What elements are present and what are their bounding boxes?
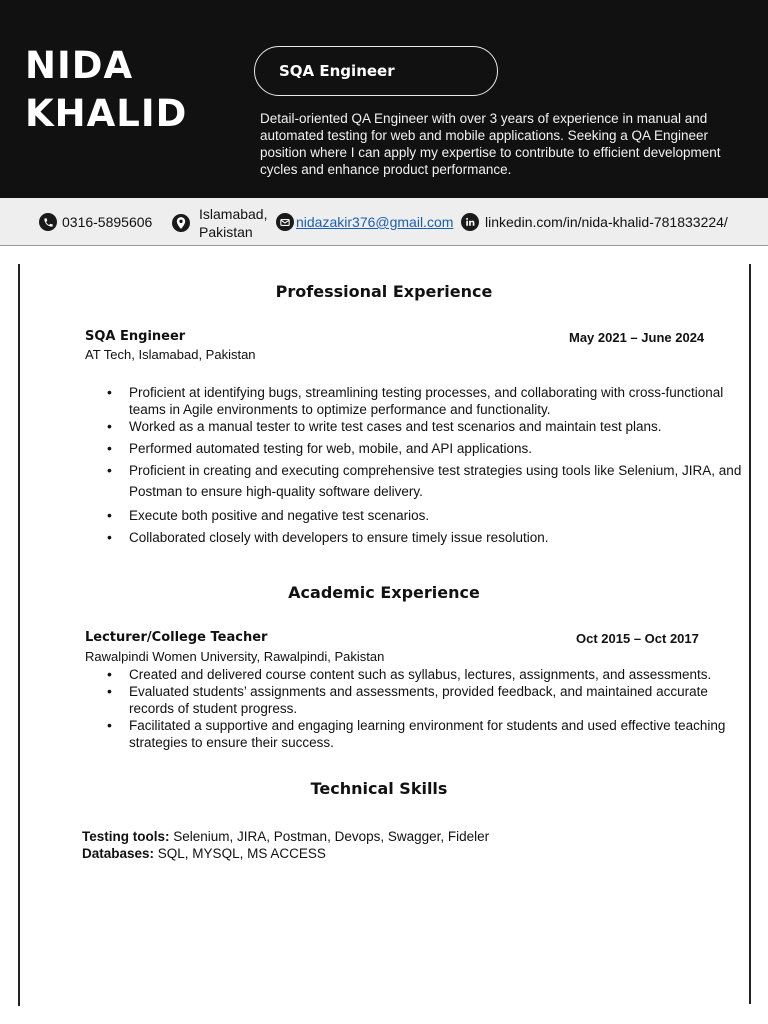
contact-location bbox=[172, 205, 267, 241]
job-title-lecturer: Lecturer/College Teacher bbox=[85, 630, 268, 645]
location-city: Islamabad, bbox=[199, 206, 268, 222]
first-name: NIDA bbox=[25, 44, 134, 87]
list-item: • Proficient in creating and executing comprehensive test strategies using tools like Selenium, JIRA, and Postman to ensure high-quality software delivery. bbox=[107, 460, 745, 502]
testing-tools-value: Selenium, JIRA, Postman, Devops, Swagger, Fideler bbox=[169, 829, 490, 844]
list-item: • Created and delivered course content such as syllabus, lectures, assignments, and assessments. bbox=[107, 666, 745, 683]
job-org-sqa: AT Tech, Islamabad, Pakistan bbox=[85, 347, 256, 362]
databases-label: Databases: bbox=[82, 846, 155, 861]
list-item: • Execute both positive and negative test scenarios. bbox=[107, 507, 745, 524]
location-country: Pakistan bbox=[199, 224, 253, 240]
job-dates-sqa: May 2021 – June 2024 bbox=[569, 330, 705, 345]
contact-linkedin[interactable] bbox=[461, 213, 728, 231]
testing-tools-label: Testing tools: bbox=[82, 829, 170, 844]
section-heading-skills: Technical Skills bbox=[310, 779, 448, 798]
list-item: • Collaborated closely with developers to ensure timely issue resolution. bbox=[107, 529, 745, 546]
job-title-sqa: SQA Engineer bbox=[85, 329, 186, 344]
list-item: • Evaluated students’ assignments and assessments, provided feedback, and maintained accurate records of student progress. bbox=[107, 683, 745, 717]
job-dates-lecturer: Oct 2015 – Oct 2017 bbox=[576, 631, 699, 646]
list-item: • Performed automated testing for web, mobile, and API applications. bbox=[107, 440, 745, 457]
skills-testing-tools bbox=[82, 828, 489, 845]
linkedin-url[interactable]: linkedin.com/in/nida-khalid-781833224/ bbox=[485, 214, 728, 230]
location-pin-icon bbox=[172, 214, 190, 232]
contact-bar bbox=[0, 198, 768, 246]
last-name: KHALID bbox=[25, 92, 188, 135]
databases-value: SQL, MYSQL, MS ACCESS bbox=[154, 846, 326, 861]
email-link[interactable]: nidazakir376@gmail.com bbox=[296, 214, 454, 230]
right-border-line bbox=[749, 264, 751, 1004]
email-icon bbox=[276, 213, 294, 231]
header-banner bbox=[0, 0, 768, 198]
contact-phone bbox=[39, 213, 152, 231]
section-heading-academic: Academic Experience bbox=[288, 583, 480, 602]
phone-number: 0316-5895606 bbox=[62, 214, 153, 230]
phone-icon bbox=[39, 213, 57, 231]
list-item: • Proficient at identifying bugs, streamlining testing processes, and collaborating with cross-functional teams in Agile environments to optimize performance and functionality. bbox=[107, 384, 745, 418]
contact-email[interactable] bbox=[276, 213, 453, 231]
experience-bullet-list bbox=[107, 384, 745, 546]
skills-databases bbox=[82, 845, 489, 862]
linkedin-icon bbox=[461, 213, 479, 231]
job-title-pill: SQA Engineer bbox=[254, 46, 498, 96]
list-item: • Facilitated a supportive and engaging learning environment for students and used effective teaching strategies to ensure their success. bbox=[107, 717, 745, 751]
job-org-lecturer: Rawalpindi Women University, Rawalpindi, Pakistan bbox=[85, 649, 385, 664]
left-border-line bbox=[18, 264, 20, 1006]
candidate-name bbox=[25, 42, 187, 138]
list-item: • Worked as a manual tester to write test cases and test scenarios and maintain test plans. bbox=[107, 418, 745, 435]
skills-block bbox=[82, 828, 489, 862]
section-heading-professional: Professional Experience bbox=[275, 282, 493, 301]
academic-bullet-list bbox=[107, 666, 745, 751]
profile-summary: Detail-oriented QA Engineer with over 3 years of experience in manual and automated testing for web and mobile applications. Seeking a QA Engineer position where I can apply my expertise to contribute to efficient development cycles and enhance product performance. bbox=[260, 111, 721, 177]
